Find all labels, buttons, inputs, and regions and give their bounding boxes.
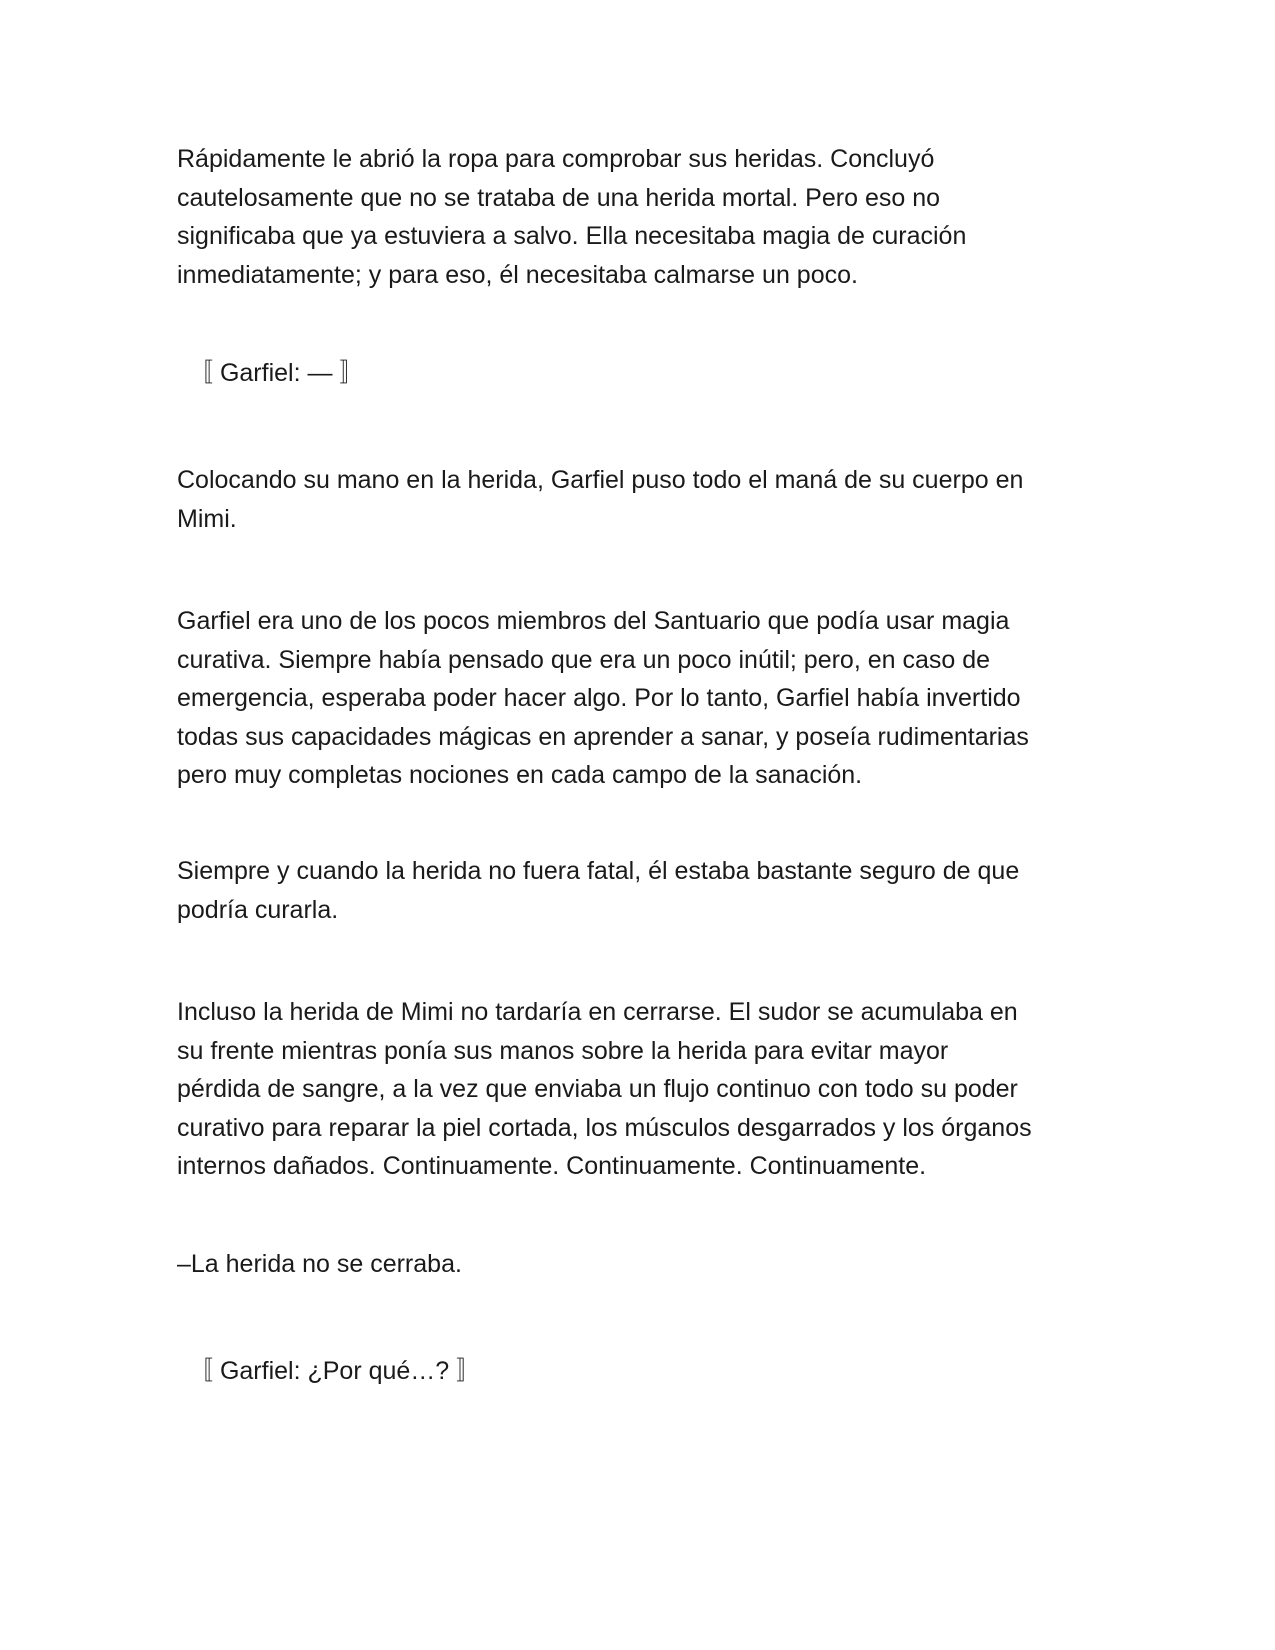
dialogue-2 [188, 1352, 1108, 1391]
text-line: curativo para reparar la piel cortada, los músculos desgarrados y los órganos [177, 1113, 1032, 1142]
text-line: –La herida no se cerraba. [177, 1250, 462, 1278]
text-line: podría curarla. [177, 895, 339, 924]
text-line: curativa. Siempre había pensado que era un poco inútil; pero, en caso de [177, 645, 991, 674]
text-line: Incluso la herida de Mimi no tardaría en cerrarse. El sudor se acumulaba en [177, 998, 1018, 1026]
paragraph-6 [177, 1245, 1097, 1284]
text-line: Rápidamente le abrió la ropa para comprobar sus heridas. Concluyó [177, 145, 935, 173]
text-line: pérdida de sangre, a la vez que enviaba un flujo continuo con todo su poder [177, 1075, 1018, 1103]
text-line: su frente mientras ponía sus manos sobre la herida para evitar mayor [177, 1036, 949, 1065]
text-line: emergencia, esperaba poder hacer algo. Por lo tanto, Garfiel había invertido [177, 684, 1021, 712]
text-line: inmediatamente; y para eso, él necesitaba calmarse un poco. [177, 260, 858, 289]
dialogue-1 [188, 354, 1108, 393]
paragraph-1 [177, 140, 1097, 294]
text-line: pero muy completas nociones en cada campo de la sanación. [177, 761, 863, 789]
paragraph-3 [177, 602, 1097, 795]
text-line: todas sus capacidades mágicas en aprender a sanar, y poseía rudimentarias [177, 722, 1029, 751]
text-line: internos dañados. Continuamente. Continuamente. Continuamente. [177, 1152, 927, 1180]
text-line: Garfiel era uno de los pocos miembros del Santuario que podía usar magia [177, 607, 1010, 635]
text-line: 〚 Garfiel: ¿Por qué…? 〛 [188, 1357, 482, 1385]
text-line: 〚 Garfiel: — 〛 [188, 359, 365, 387]
text-line: cautelosamente que no se trataba de una herida mortal. Pero eso no [177, 183, 941, 212]
paragraph-4 [177, 852, 1097, 929]
text-line: Mimi. [177, 504, 237, 533]
paragraph-2 [177, 461, 1097, 538]
paragraph-5 [177, 993, 1097, 1186]
text-line: significaba que ya estuviera a salvo. Ella necesitaba magia de curación [177, 222, 967, 250]
text-line: Siempre y cuando la herida no fuera fatal, él estaba bastante seguro de que [177, 857, 1020, 885]
text-line: Colocando su mano en la herida, Garfiel puso todo el maná de su cuerpo en [177, 466, 1024, 494]
